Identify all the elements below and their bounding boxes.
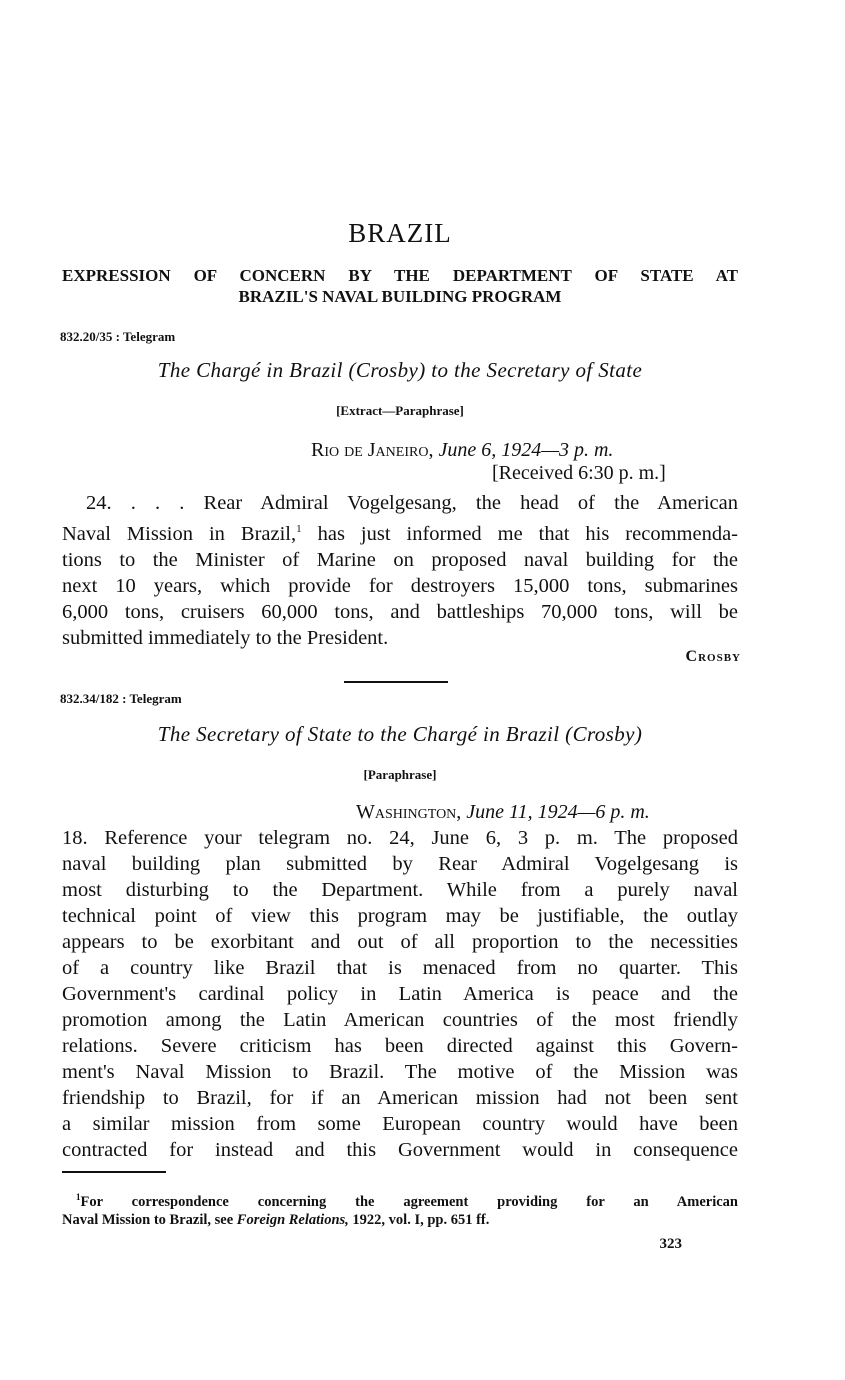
doc1-file-number: 832.20/35 : Telegram (60, 329, 176, 344)
doc1-line: Naval Mission in Brazil,$^1$ has just informed me that his recommenda- (62, 522, 738, 545)
doc2-line: friendship to Brazil, for if an American mission had not been sent (62, 1087, 738, 1109)
doc2-line: contracted for instead and this Government would in consequence (62, 1139, 738, 1161)
doc2-dateline (356, 801, 650, 824)
section-heading-line-2: BRAZIL'S NAVAL BUILDING PROGRAM (238, 287, 562, 306)
footnote-rule (62, 1171, 166, 1173)
doc1-line: next 10 years, which provide for destroyers 15,000 tons, submarines (62, 574, 738, 597)
footnote (62, 1188, 738, 1229)
doc2-line: ment's Naval Mission to Brazil. The motive of the Mission was (62, 1061, 738, 1083)
doc1-received: [Received 6:30 p. m.] (492, 462, 666, 484)
doc2-line: relations. Severe criticism has been directed against this Govern- (62, 1035, 738, 1057)
country-heading: BRAZIL (348, 218, 452, 248)
doc2-date: June 11, 1924—6 p. m. (466, 801, 650, 823)
doc2-title: The Secretary of State to the Chargé in Brazil (Crosby) (157, 722, 643, 746)
doc1-line: 24. . . . Rear Admiral Vogelgesang, the head of the American (86, 492, 738, 514)
doc1-line: tions to the Minister of Marine on proposed naval building for the (62, 548, 738, 571)
footnote-line: $^1$For correspondence concerning the agreement providing for an American (76, 1192, 738, 1210)
section-heading-line-1: EXPRESSION OF CONCERN BY THE DEPARTMENT OF STATE AT (62, 266, 738, 285)
doc1-line: 6,000 tons, cruisers 60,000 tons, and battleships 70,000 tons, will be (62, 600, 738, 623)
doc1-place: Rio de Janeiro, (311, 439, 434, 461)
doc2-line: appears to be exorbitant and out of all proportion to the necessities (62, 931, 738, 953)
section-divider (344, 681, 448, 683)
doc2-line: of a country like Brazil that is menaced from no quarter. This (62, 957, 738, 979)
footnote-marker: 1 (76, 1192, 81, 1202)
doc2-line: naval building plan submitted by Rear Admiral Vogelgesang is (62, 853, 738, 875)
doc2-line: technical point of view this program may be justifiable, the outlay (62, 905, 738, 927)
doc2-note: [Paraphrase] (363, 767, 437, 782)
doc1-line: submitted immediately to the President. (62, 626, 389, 649)
doc2-place: Washington, (356, 801, 462, 823)
doc2-line: most disturbing to the Department. While from a purely naval (62, 879, 738, 901)
doc1-note: [Extract—Paraphrase] (336, 403, 464, 418)
doc2-file-number: 832.34/182 : Telegram (60, 691, 182, 706)
doc2-line: promotion among the Latin American countries of the most friendly (62, 1009, 738, 1031)
doc1-body (62, 490, 738, 651)
page-number: 323 (659, 1236, 682, 1252)
footnote-ref: 1 (296, 523, 302, 535)
footnote-line: Naval Mission to Brazil, see Foreign Relations, 1922, vol. I, pp. 651 ff. (62, 1211, 490, 1228)
doc1-title: The Chargé in Brazil (Crosby) to the Secretary of State (157, 358, 643, 382)
doc2-line: Government's cardinal policy in Latin America is peace and the (62, 983, 738, 1005)
doc1-signature: Crosby (685, 648, 741, 665)
doc1-date: June 6, 1924—3 p. m. (438, 439, 614, 461)
doc2-line: a similar mission from some European country would have been (62, 1113, 738, 1135)
doc1-dateline (311, 439, 613, 462)
doc2-body (62, 825, 738, 1163)
doc2-line: 18. Reference your telegram no. 24, June 6, 3 p. m. The proposed (62, 827, 738, 849)
section-heading (62, 265, 738, 307)
